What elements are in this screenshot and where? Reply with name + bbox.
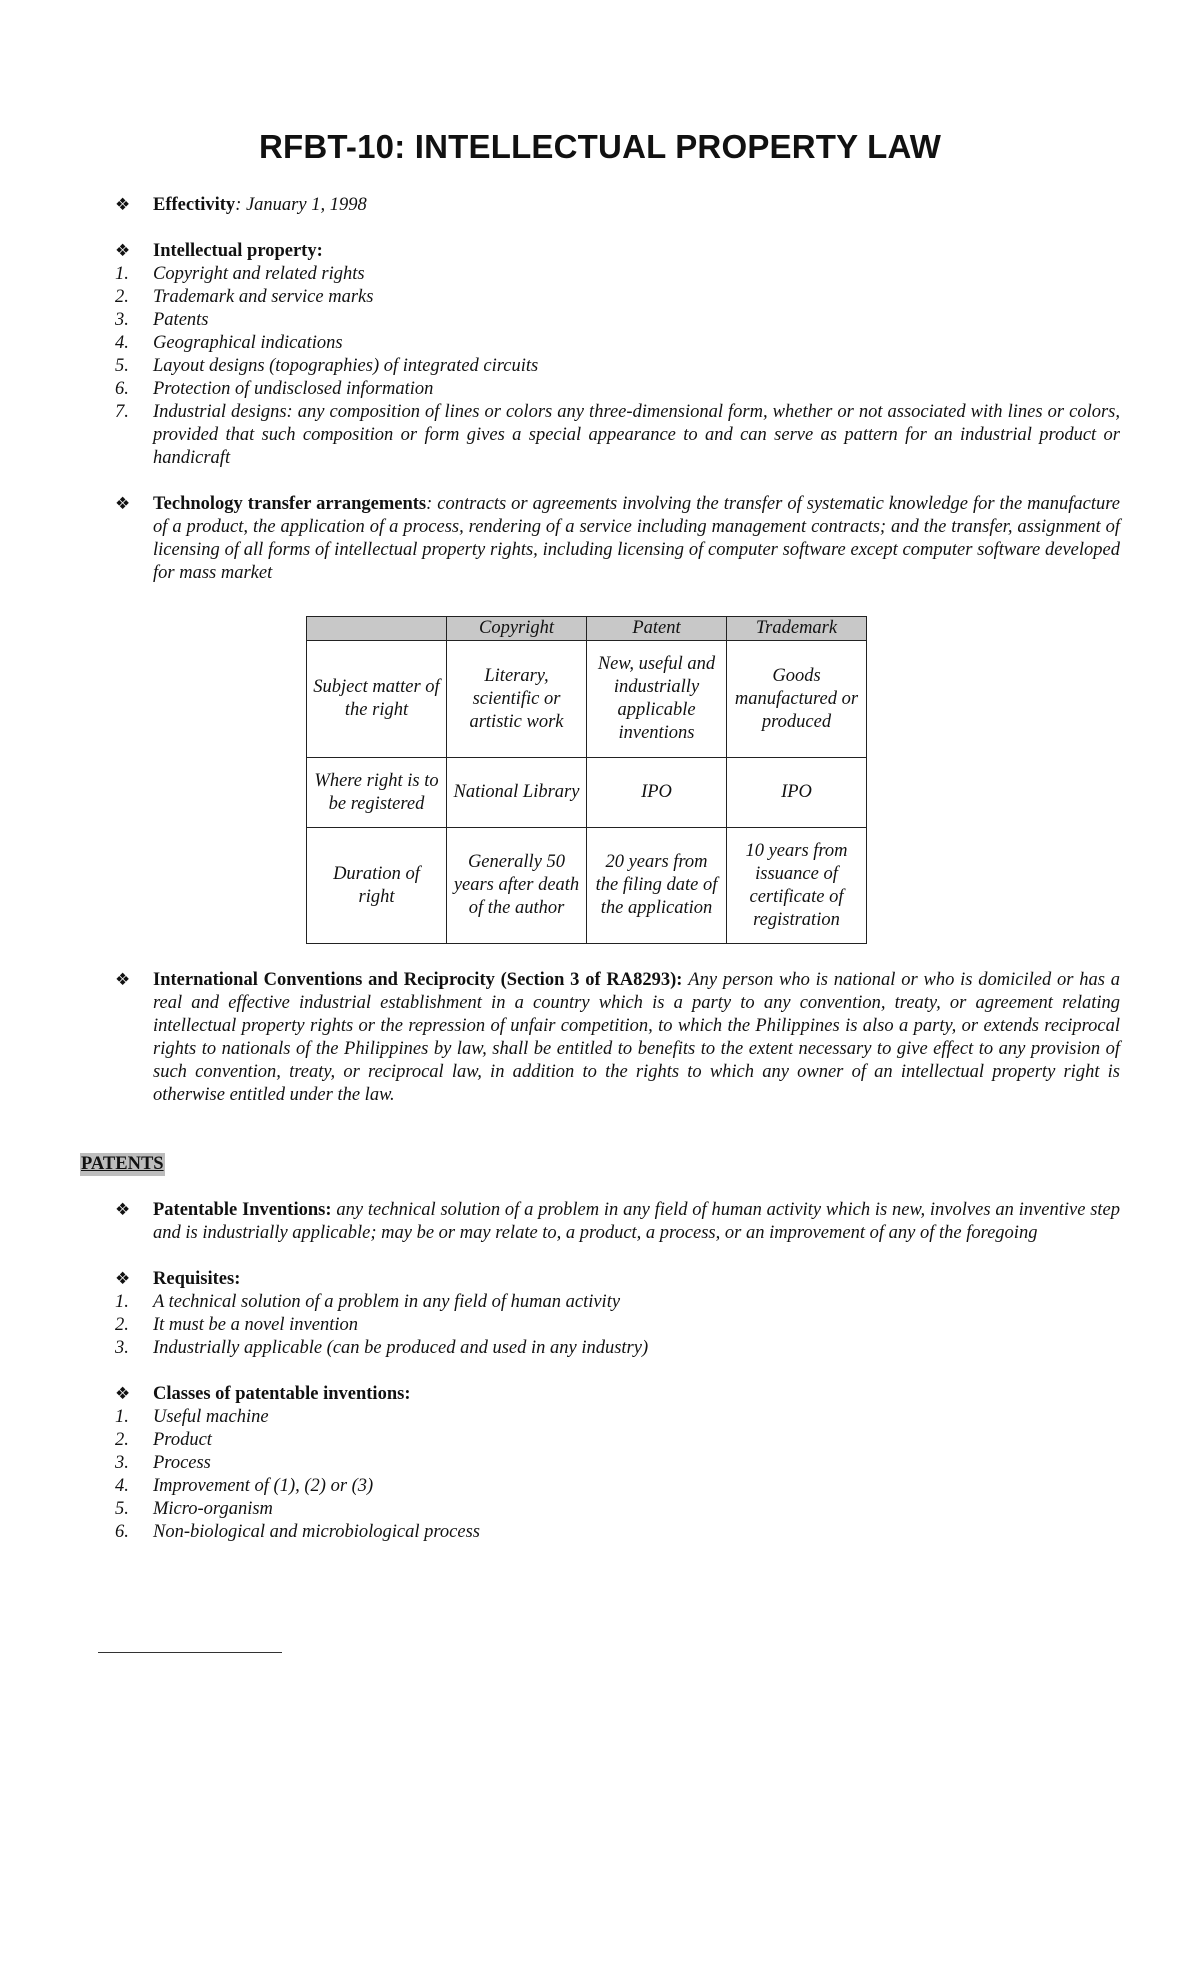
list-item: 5. Layout designs (topographies) of integrated circuits: [115, 356, 539, 376]
ip-comparison-table: [306, 616, 867, 944]
international-conventions-bullet: [100, 969, 1120, 1107]
effectivity-bullet: [100, 194, 1120, 217]
page-title: RFBT-10: INTELLECTUAL PROPERTY LAW: [258, 128, 942, 165]
patentable-inventions-bullet: [100, 1199, 1120, 1245]
list-item: 3. Process: [115, 1453, 211, 1473]
list-item: 2. Trademark and service marks: [115, 287, 374, 307]
table-row: [307, 828, 867, 944]
table-header-cell: Patent: [587, 617, 727, 641]
table-row: [307, 758, 867, 828]
list-item: 4. Geographical indications: [115, 333, 343, 353]
patents-heading: PATENTS: [81, 1154, 164, 1174]
table-cell: 20 years from the filing date of the application: [587, 828, 727, 944]
intellectual-property-bullet: [100, 240, 1120, 263]
classes-label: Classes of patentable inventions:: [153, 1384, 411, 1404]
patentable-inventions-text: any technical solution of a problem in any field of human activity which is new, involves an inventive step and is industrially applicable; may be or may relate to, a product, a process, or an improvement of any of the foregoing: [153, 1200, 1121, 1243]
table-cell: Duration of right: [307, 828, 447, 944]
classes-bullet: [100, 1383, 1120, 1406]
table-cell: IPO: [727, 758, 867, 828]
effectivity-label: Effectivity: [153, 195, 236, 215]
list-item: 3. Patents: [115, 310, 209, 330]
table-cell: Subject matter of the right: [307, 641, 447, 758]
table-header-row: [307, 617, 867, 641]
footnote-divider: [98, 1652, 282, 1653]
table-cell: Literary, scientific or artistic work: [447, 641, 587, 758]
requisites-bullet: [100, 1268, 1120, 1291]
list-item: 6. Non-biological and microbiological process: [115, 1522, 480, 1542]
table-cell: Generally 50 years after death of the author: [447, 828, 587, 944]
list-item: 2. Product: [115, 1430, 212, 1450]
effectivity-value: : January 1, 1998: [235, 195, 367, 215]
diamond-bullet-icon: ❖: [115, 1269, 131, 1289]
technology-transfer-bullet: [100, 493, 1120, 585]
classes-list: [100, 1406, 1120, 1544]
table-cell: Where right is to be registered: [307, 758, 447, 828]
diamond-bullet-icon: ❖: [115, 494, 131, 514]
diamond-bullet-icon: ❖: [115, 241, 131, 261]
technology-transfer-text: : contracts or agreements involving the transfer of systematic knowledge for the manufacture of a product, the application of a process, rendering of a service including management contracts; and the transfer, assignment of licensing of all forms of intellectual property rights, including licensing of computer software except computer software developed for mass market: [153, 494, 1120, 583]
table-cell: Goods manufactured or produced: [727, 641, 867, 758]
list-item: 5. Micro-organism: [115, 1499, 273, 1519]
patentable-inventions-label: Patentable Inventions:: [153, 1200, 332, 1220]
diamond-bullet-icon: ❖: [115, 1384, 131, 1404]
requisites-label: Requisites:: [153, 1269, 241, 1289]
intellectual-property-label: Intellectual property:: [153, 241, 323, 261]
table-header-cell: Trademark: [727, 617, 867, 641]
patents-section: [81, 1153, 1120, 1176]
table-cell: New, useful and industrially applicable inventions: [587, 641, 727, 758]
list-item: 7. Industrial designs: any composition of lines or colors any three-dimensional form, whether or not associated with lines or colors, provided that such composition or form gives a special appearance to and can serve as pattern for an industrial product or handicraft: [115, 402, 1120, 468]
list-item: 1. Copyright and related rights: [115, 264, 365, 284]
diamond-bullet-icon: ❖: [115, 1200, 131, 1220]
list-item: 2. It must be a novel invention: [115, 1315, 358, 1335]
list-item: 6. Protection of undisclosed information: [115, 379, 434, 399]
document-body: [81, 194, 1121, 1544]
table-cell: IPO: [587, 758, 727, 828]
list-item: 1. A technical solution of a problem in any field of human activity: [115, 1292, 621, 1312]
table-header-cell: Copyright: [447, 617, 587, 641]
list-item: 1. Useful machine: [115, 1407, 269, 1427]
table-cell: National Library: [447, 758, 587, 828]
list-item: 4. Improvement of (1), (2) or (3): [115, 1476, 374, 1496]
technology-transfer-label: Technology transfer arrangements: [153, 494, 427, 514]
list-item: 3. Industrially applicable (can be produced and used in any industry): [115, 1338, 649, 1358]
intellectual-property-list: [100, 263, 1120, 470]
table-cell: 10 years from issuance of certificate of registration: [727, 828, 867, 944]
international-conventions-label: International Conventions and Reciprocity (Section 3 of RA8293):: [153, 970, 683, 990]
table-row: [307, 641, 867, 758]
international-conventions-text: Any person who is national or who is domiciled or has a real and effective industrial establishment in a country which is a party to any convention, treaty, or agreement relating intellectual property rights or the repression of unfair competition, to which the Philippines is also a party, or extends reciprocal rights to nationals of the Philippines by law, shall be entitled to benefits to the extent necessary to give effect to any provision of such convention, treaty, or reciprocal law, in addition to the rights to which any owner of an intellectual property right is otherwise entitled under the law.: [153, 970, 1121, 1105]
diamond-bullet-icon: ❖: [115, 970, 131, 990]
requisites-list: [100, 1291, 1120, 1360]
diamond-bullet-icon: ❖: [115, 195, 131, 215]
table-header-cell: [307, 617, 447, 641]
